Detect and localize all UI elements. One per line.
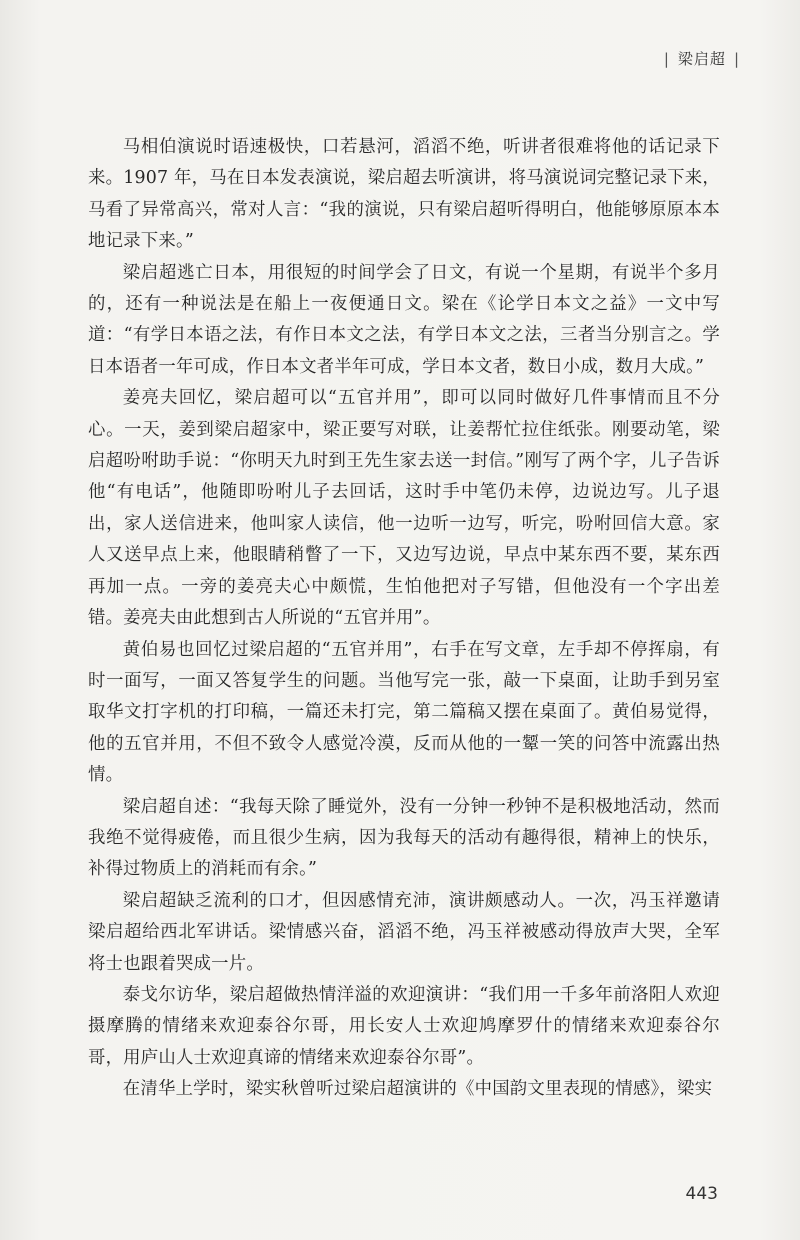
paragraph: 黄伯易也回忆过梁启超的“五官并用”，右手在写文章，左手却不停挥扇，有时一面写，一面又答复学生的问题。当他写完一张，敲一下桌面，让助手到另室取华文打字机的打印稿，一篇还未打完，第二篇稿又摆在桌面了。黄伯易觉得，他的五官并用，不但不致令人感觉冷漠，反而从他的一颦一笑的问答中流露出热情。 [88,639,720,786]
paragraph: 梁启超自述：“我每天除了睡觉外，没有一分钟一秒钟不是积极地活动，然而我绝不觉得疲倦，而且很少生病，因为我每天的活动有趣得很，精神上的快乐，补得过物质上的消耗而有余。” [88,796,720,880]
page-number: 443 [685,1184,718,1204]
paragraph: 泰戈尔访华，梁启超做热情洋溢的欢迎演讲：“我们用一千多年前洛阳人欢迎摄摩腾的情绪来欢迎泰谷尔哥，用长安人士欢迎鸠摩罗什的情绪来欢迎泰谷尔哥，用庐山人士欢迎真谛的情绪来欢迎泰谷尔哥”。 [88,984,720,1068]
paragraph: 在清华上学时，梁实秋曾听过梁启超演讲的《中国韵文里表现的情感》，梁实 [122,1079,713,1100]
header-divider-left: | [663,50,670,68]
header-divider-right: | [733,50,740,68]
paragraph: 马相伯演说时语速极快，口若悬河，滔滔不绝，听讲者很难将他的话记录下来。1907 年，马在日本发表演说，梁启超去听演讲，将马演说词完整记录下来，马看了异常高兴，常对人言：“我的演说，只有梁启超听得明白，他能够原原本本地记录下来。” [88,137,720,252]
body-text [88,132,720,1106]
running-header-title: 梁启超 [677,50,726,68]
running-header [656,48,748,69]
paragraph: 梁启超逃亡日本，用很短的时间学会了日文，有说一个星期，有说半个多月的，还有一种说法是在船上一夜便通日文。梁在《论学日本文之益》一文中写道：“有学日本语之法，有作日本文之法，有学日本文之法，三者当分别言之。学日本语者一年可成，作日本文者半年可成，学日本文者，数日小成，数月大成。” [88,262,720,377]
paragraph: 梁启超缺乏流利的口才，但因感情充沛，演讲颇感动人。一次，冯玉祥邀请梁启超给西北军讲话。梁情感兴奋，滔滔不绝，冯玉祥被感动得放声大哭，全军将士也跟着哭成一片。 [88,890,720,974]
paragraph: 姜亮夫回忆，梁启超可以“五官并用”，即可以同时做好几件事情而且不分心。一天，姜到梁启超家中，梁正要写对联，让姜帮忙拉住纸张。刚要动笔，梁启超吩咐助手说：“你明天九时到王先生家去送一封信。”刚写了两个字，儿子告诉他“有电话”，他随即吩咐儿子去回话，这时手中笔仍未停，边说边写。儿子退出，家人送信进来，他叫家人读信，他一边听一边写，听完，吩咐回信大意。家人又送早点上来，他眼睛稍瞥了一下，又边写边说，早点中某东西不要，某东西再加一点。一旁的姜亮夫心中颇慌，生怕他把对子写错，但他没有一个字出差错。姜亮夫由此想到古人所说的“五官并用”。 [88,388,720,629]
